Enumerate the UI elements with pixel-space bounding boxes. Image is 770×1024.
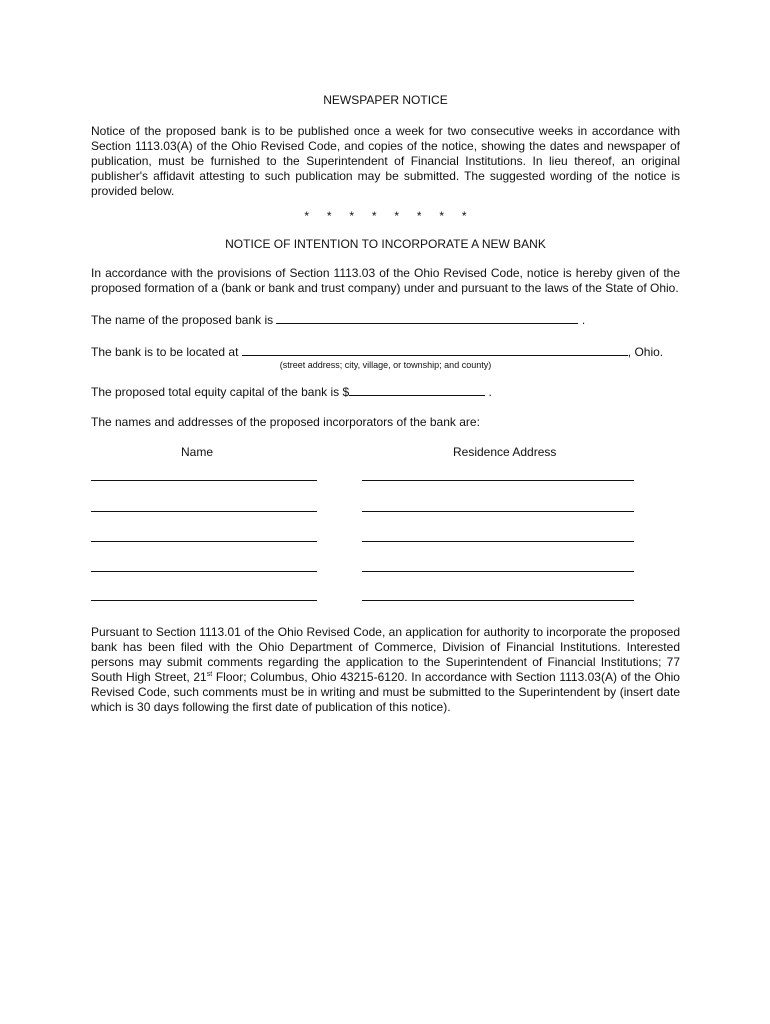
document-title: NEWSPAPER NOTICE [323, 93, 448, 107]
document-page [91, 93, 680, 715]
incorporator-address-blank[interactable] [362, 541, 634, 542]
location-hint: (street address; city, village, or township; and county) [279, 360, 492, 370]
separator-star: * [371, 209, 377, 223]
bank-name-blank[interactable] [276, 311, 578, 324]
location-blank[interactable] [242, 343, 628, 356]
incorporators-header [91, 445, 680, 460]
notice-intro-paragraph: In accordance with the provisions of Section 1113.03 of the Ohio Revised Code, notice is hereby given of the proposed formation of a (bank or bank and trust company) under and pursuant to the laws of the State of Ohio. [91, 266, 680, 295]
separator-star: * [326, 209, 332, 223]
separator-star: * [394, 209, 400, 223]
bank-name-row [91, 311, 680, 328]
intro-paragraph: Notice of the proposed bank is to be published once a week for two consecutive weeks in accordance with Section 1113.03(A) of the Ohio Revised Code, and copies of the notice, showing the dates and newspaper of publication, must be furnished to the Superintendent of Financial Institutions. In lieu thereof, an original publisher's affidavit attesting to such publication may be submitted. The suggested wording of the notice is provided below. [91, 124, 680, 198]
incorporator-address-blank[interactable] [362, 571, 634, 572]
incorporator-address-blank[interactable] [362, 600, 634, 601]
capital-label: The proposed total equity capital of the bank is $ [91, 385, 350, 399]
capital-blank[interactable] [349, 383, 485, 396]
notice-title: NOTICE OF INTENTION TO INCORPORATE A NEW BANK [225, 237, 546, 251]
incorporator-address-blank[interactable] [362, 480, 634, 481]
location-label: The bank is to be located at [91, 345, 239, 359]
separator-star: * [304, 209, 310, 223]
separator-star: * [416, 209, 422, 223]
separator-star: * [349, 209, 355, 223]
closing-text-part2: Floor; Columbus, Ohio 43215-6120. In accordance with Section 1113.03(A) of the Ohio Revised Code, such comments must be in writing and must be submitted to the Superintendent by (insert date which is 30 days following the first date of publication of this notice). [91, 670, 680, 714]
location-row [91, 343, 680, 360]
incorporator-name-blank[interactable] [91, 511, 317, 512]
incorporator-name-blank[interactable] [91, 480, 317, 481]
name-column-header: Name [181, 445, 214, 459]
separator-star: * [461, 209, 467, 223]
incorporators-label: The names and addresses of the proposed incorporators of the bank are: [91, 415, 480, 429]
address-column-header: Residence Address [453, 445, 557, 459]
separator-stars [91, 209, 680, 224]
incorporator-name-blank[interactable] [91, 571, 317, 572]
capital-end: . [488, 385, 492, 399]
capital-row [91, 383, 680, 400]
bank-name-end: . [581, 313, 586, 327]
incorporator-name-blank[interactable] [91, 600, 317, 601]
incorporators-table [91, 460, 680, 610]
closing-text-part1: Pursuant to Section 1113.01 of the Ohio Revised Code, an application for authority to incorporate the proposed bank has been filed with the Ohio Department of Commerce, Division of Financial Institutions. Interested persons may submit comments regarding the application to the Superintendent of Financial Institutions; 77 South High Street, 21 [91, 625, 680, 684]
separator-star: * [439, 209, 445, 223]
closing-paragraph [91, 625, 680, 715]
closing-superscript: st [206, 671, 213, 678]
bank-name-label: The name of the proposed bank is [91, 313, 274, 327]
incorporator-address-blank[interactable] [362, 511, 634, 512]
location-end: , Ohio. [627, 345, 664, 359]
incorporator-name-blank[interactable] [91, 541, 317, 542]
